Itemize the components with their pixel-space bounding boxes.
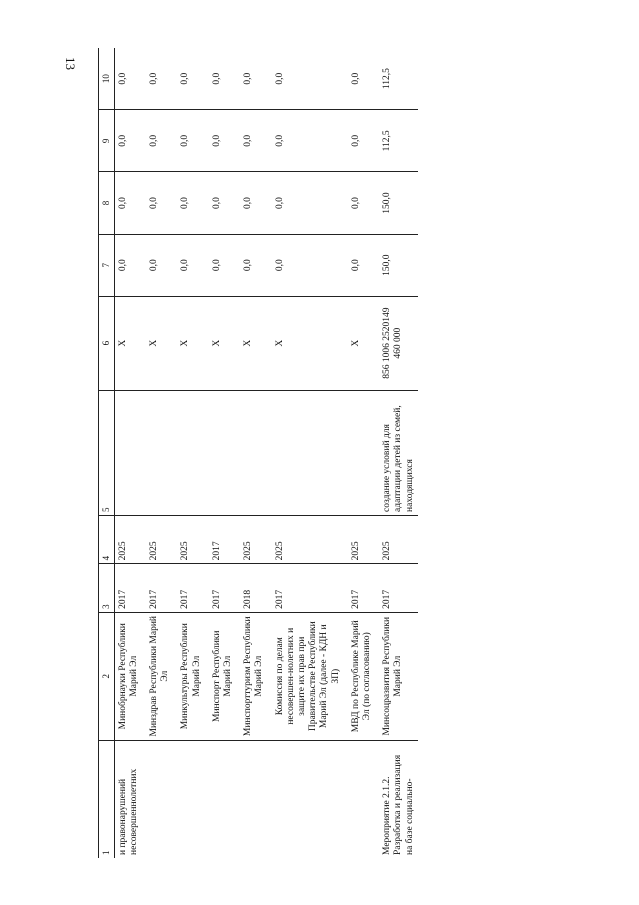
cell-col-7: 150,0 xyxy=(379,234,418,296)
cell-col-8: 0,0 xyxy=(272,172,348,234)
cell-col-9: 0,0 xyxy=(209,110,240,172)
cell-col-5: создание условий для адаптации детей из семей, находящихся xyxy=(379,390,418,515)
cell-col-10: 0,0 xyxy=(146,48,177,110)
cell-col-2: МВД по Республике Марий Эл (по согласованию) xyxy=(348,612,379,740)
cell-col-5 xyxy=(240,390,271,515)
cell-col-1: и правонарушений несовершеннолетних xyxy=(117,768,139,855)
cell-col-9: 0,0 xyxy=(240,110,271,172)
cell-col-4: 2025 xyxy=(114,515,146,563)
cell-col-3: 2017 xyxy=(272,564,348,612)
cell-col-8: 0,0 xyxy=(240,172,271,234)
cell-col-3: 2017 xyxy=(114,564,146,612)
table-row xyxy=(114,48,146,858)
cell-col-8: 150,0 xyxy=(379,172,418,234)
cell-col-1 xyxy=(240,740,271,858)
table-row xyxy=(146,48,177,858)
cell-col-8: 0,0 xyxy=(146,172,177,234)
cell-col-7: 0,0 xyxy=(146,234,177,296)
col-header-4: 4 xyxy=(99,515,115,563)
cell-col-7: 0,0 xyxy=(272,234,348,296)
table-body xyxy=(114,48,418,858)
cell-col-7: 0,0 xyxy=(240,234,271,296)
cell-col-6: X xyxy=(209,296,240,390)
cell-col-8: 0,0 xyxy=(114,172,146,234)
cell-col-5 xyxy=(146,390,177,515)
cell-col-4: 2017 xyxy=(209,515,240,563)
cell-col-2: Минспорттуризм Республики Марий Эл xyxy=(240,612,271,740)
cell-col-3: 2017 xyxy=(146,564,177,612)
cell-col-9: 0,0 xyxy=(348,110,379,172)
table-row xyxy=(240,48,271,858)
table-row xyxy=(272,48,348,858)
cell-col-6: X xyxy=(348,296,379,390)
cell-col-10: 0,0 xyxy=(209,48,240,110)
table-row xyxy=(177,48,208,858)
cell-col-5 xyxy=(177,390,208,515)
cell-col-10: 112,5 xyxy=(379,48,418,110)
col-header-7: 7 xyxy=(99,234,115,296)
table-row xyxy=(209,48,240,858)
cell-col-10: 0,0 xyxy=(240,48,271,110)
cell-col-6: X xyxy=(146,296,177,390)
col-header-3: 3 xyxy=(99,564,115,612)
cell-col-9: 0,0 xyxy=(146,110,177,172)
cell-col-6: 856 1006 2520149 460 000 xyxy=(379,296,418,390)
cell-col-5 xyxy=(209,390,240,515)
cell-col-1 xyxy=(177,740,208,858)
cell-col-8: 0,0 xyxy=(209,172,240,234)
col-header-8: 8 xyxy=(99,172,115,234)
col-header-1: 1 xyxy=(99,740,115,858)
cell-col-9: 0,0 xyxy=(177,110,208,172)
cell-col-7: 0,0 xyxy=(348,234,379,296)
cell-col-10: 0,0 xyxy=(177,48,208,110)
col-header-9: 9 xyxy=(99,110,115,172)
cell-col-3: 2017 xyxy=(177,564,208,612)
col-header-5: 5 xyxy=(99,390,115,515)
program-table xyxy=(98,48,418,858)
cell-col-6: X xyxy=(177,296,208,390)
cell-col-1: Мероприятие 2.1.2. Разработка и реализация на базе социально- xyxy=(382,754,415,855)
cell-col-8: 0,0 xyxy=(177,172,208,234)
header-row xyxy=(99,48,115,858)
cell-col-6: X xyxy=(272,296,348,390)
cell-col-3: 2017 xyxy=(348,564,379,612)
cell-col-9: 112,5 xyxy=(379,110,418,172)
cell-col-1 xyxy=(146,740,177,858)
cell-col-4: 2025 xyxy=(146,515,177,563)
col-header-2: 2 xyxy=(99,612,115,740)
cell-col-4: 2025 xyxy=(177,515,208,563)
cell-col-7: 0,0 xyxy=(177,234,208,296)
table-row xyxy=(348,48,379,858)
cell-col-5 xyxy=(272,390,348,515)
cell-col-2: Минспорт Республики Марий Эл xyxy=(209,612,240,740)
page-number: 13 xyxy=(63,57,78,70)
cell-col-3: 2017 xyxy=(209,564,240,612)
cell-col-4: 2025 xyxy=(240,515,271,563)
cell-col-10: 0,0 xyxy=(272,48,348,110)
cell-col-2: Минкультуры Республики Марий Эл xyxy=(177,612,208,740)
table-row xyxy=(379,48,418,858)
cell-col-1 xyxy=(348,740,379,858)
cell-col-7: 0,0 xyxy=(209,234,240,296)
cell-col-9: 0,0 xyxy=(272,110,348,172)
col-header-10: 10 xyxy=(99,48,115,110)
cell-col-3: 2018 xyxy=(240,564,271,612)
cell-col-5 xyxy=(114,390,146,515)
cell-col-2: Комиссия по делам несовершен-нолетних и защите их прав при Правительстве Республики Марий Эл (далее - КДН и ЗП) xyxy=(272,612,348,740)
cell-col-6: X xyxy=(240,296,271,390)
cell-col-7: 0,0 xyxy=(114,234,146,296)
cell-col-1 xyxy=(209,740,240,858)
cell-col-2: Минсоцразвития Республики Марий Эл xyxy=(379,612,418,740)
cell-col-2: Минздрав Республики Марий Эл xyxy=(146,612,177,740)
col-header-6: 6 xyxy=(99,296,115,390)
cell-col-9: 0,0 xyxy=(114,110,146,172)
cell-col-1 xyxy=(272,740,348,858)
cell-col-4: 2025 xyxy=(379,515,418,563)
rotated-table-area xyxy=(98,48,618,858)
cell-col-10: 0,0 xyxy=(348,48,379,110)
cell-col-3: 2017 xyxy=(379,564,418,612)
cell-col-10: 0,0 xyxy=(114,48,146,110)
cell-col-2: Минобрнауки Республики Марий Эл xyxy=(114,612,146,740)
cell-col-8: 0,0 xyxy=(348,172,379,234)
cell-col-4: 2025 xyxy=(272,515,348,563)
cell-col-6: X xyxy=(114,296,146,390)
cell-col-4: 2025 xyxy=(348,515,379,563)
cell-col-5 xyxy=(348,390,379,515)
